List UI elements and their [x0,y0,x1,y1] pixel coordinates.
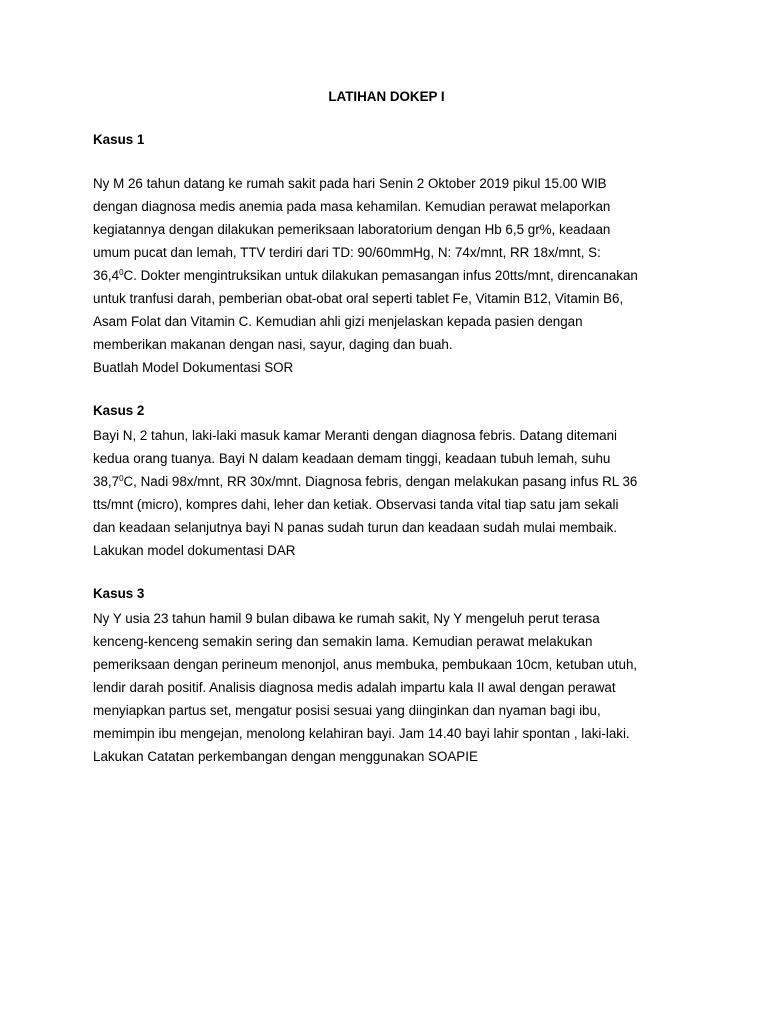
case-2-line: tts/mnt (micro), kompres dahi, leher dan ketiak. Observasi tanda vital tiap satu jam sekali [93,497,619,512]
degree-superscript: 0 [119,268,124,277]
case-2-heading: Kasus 2 [93,403,145,418]
case-3-line: Ny Y usia 23 tahun hamil 9 bulan dibawa ke rumah sakit, Ny Y mengeluh perut terasa [93,611,600,626]
case-2 [93,402,678,562]
case-3-line: lendir darah positif. Analisis diagnosa medis adalah impartu kala II awal dengan perawat [93,680,616,695]
case-3-heading: Kasus 3 [93,586,145,601]
case-1-heading: Kasus 1 [93,132,145,147]
temperature-value: 36,4 [93,268,120,283]
case-1-body [93,172,678,379]
case-1-line-rest: C. Dokter mengintruksikan untuk dilakukan pemasangan infus 20tts/mnt, direncanakan [123,268,638,283]
case-3-line: pemeriksaan dengan perineum menonjol, anus membuka, pembukaan 10cm, ketuban utuh, [93,657,638,672]
case-2-instruction: Lakukan model dokumentasi DAR [93,543,296,558]
case-1-line: Asam Folat dan Vitamin C. Kemudian ahli gizi menjelaskan kepada pasien dengan [93,314,583,329]
case-1-line: untuk tranfusi darah, pemberian obat-obat oral seperti tablet Fe, Vitamin B12, Vitamin B6, [93,291,624,306]
case-3 [93,585,678,768]
case-3-instruction: Lakukan Catatan perkembangan dengan menggunakan SOAPIE [93,749,478,764]
case-2-line-rest: C, Nadi 98x/mnt, RR 30x/mnt. Diagnosa febris, dengan melakukan pasang infus RL 36 [123,474,638,489]
case-1 [93,131,678,379]
case-2-line: Bayi N, 2 tahun, laki-laki masuk kamar Meranti dengan diagnosa febris. Datang ditemani [93,428,617,443]
document-title: LATIHAN DOKEP I [328,89,445,104]
case-3-line: menyiapkan partus set, mengatur posisi sesuai yang diinginkan dan nyaman bagi ibu, [93,703,601,718]
case-3-line: kenceng-kenceng semakin sering dan semakin lama. Kemudian perawat melakukan [93,634,593,649]
case-1-instruction: Buatlah Model Dokumentasi SOR [93,360,294,375]
case-1-line: kegiatannya dengan dilakukan pemeriksaan laboratorium dengan Hb 6,5 gr%, keadaan [93,222,611,237]
case-3-line: memimpin ibu mengejan, menolong kelahiran bayi. Jam 14.40 bayi lahir spontan , laki-laki. [93,726,630,741]
case-1-line: Ny M 26 tahun datang ke rumah sakit pada hari Senin 2 Oktober 2019 pikul 15.00 WIB [93,176,607,191]
temperature-value: 38,7 [93,474,120,489]
case-2-line: dan keadaan selanjutnya bayi N panas sudah turun dan keadaan sudah mulai membaik. [93,520,618,535]
case-2-line: kedua orang tuanya. Bayi N dalam keadaan demam tinggi, keadaan tubuh lemah, suhu [93,451,611,466]
case-1-line [93,264,678,287]
degree-superscript: 0 [119,474,124,483]
case-2-body [93,424,678,562]
case-1-line: dengan diagnosa medis anemia pada masa kehamilan. Kemudian perawat melaporkan [93,199,611,214]
case-1-line: umum pucat dan lemah, TTV terdiri dari TD: 90/60mmHg, N: 74x/mnt, RR 18x/mnt, S: [93,245,601,260]
case-2-line [93,470,678,493]
case-3-body [93,607,678,768]
case-1-line: memberikan makanan dengan nasi, sayur, daging dan buah. [93,337,453,352]
